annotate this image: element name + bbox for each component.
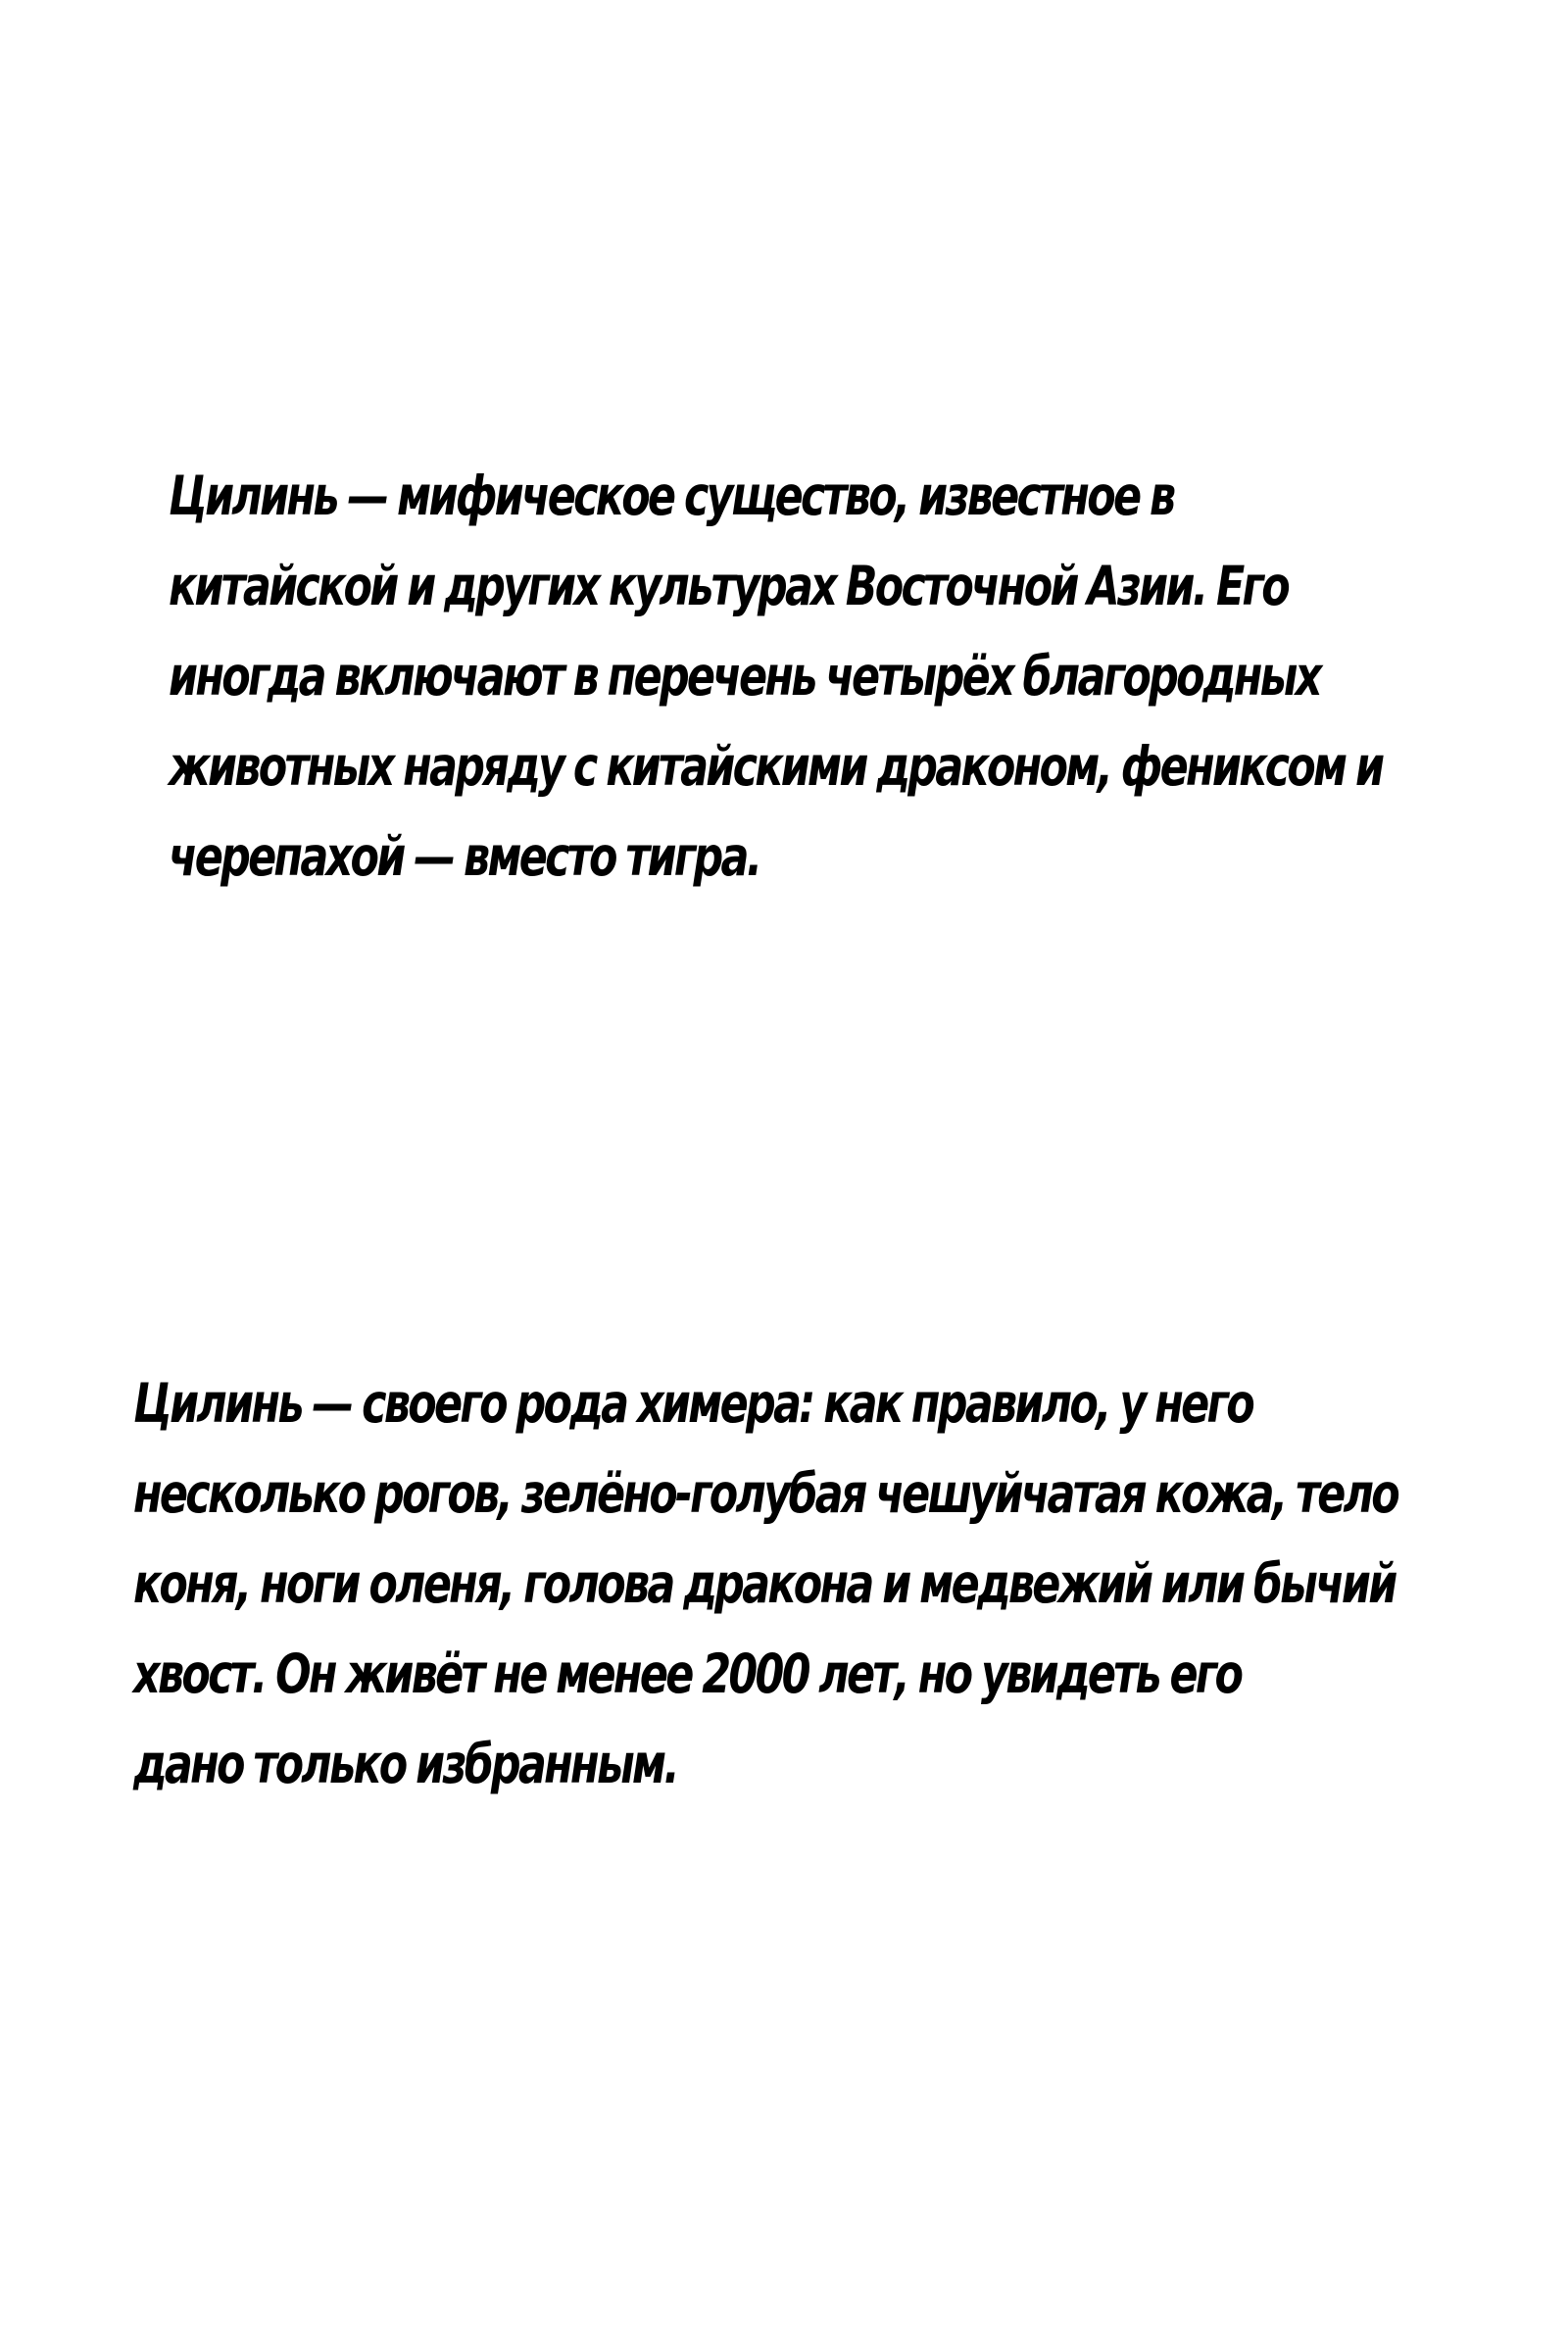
text-line: хвост. Он живёт не менее 2000 лет, но увидеть его <box>133 1642 1242 1705</box>
text-line: черепахой — вместо тигра. <box>169 825 760 888</box>
paragraph-qilin-intro <box>169 451 1382 902</box>
text-line: Цилинь — своего рода химера: как правило, у него <box>133 1372 1252 1435</box>
text-line: несколько рогов, зелёно-голубая чешуйчатая кожа, тело <box>133 1462 1398 1525</box>
text-line: животных наряду с китайскими драконом, фениксом и <box>169 735 1383 798</box>
text-line: Цилинь — мифическое существо, известное в <box>169 465 1174 527</box>
paragraph-qilin-description <box>133 1358 1397 1809</box>
text-line: китайской и других культурах Восточной Азии. Его <box>169 555 1288 617</box>
text-line: иногда включают в перечень четырёх благородных <box>169 645 1320 708</box>
text-line: дано только избранным. <box>133 1733 677 1795</box>
text-line: коня, ноги оленя, голова дракона и медвежий или бычий <box>133 1552 1396 1615</box>
